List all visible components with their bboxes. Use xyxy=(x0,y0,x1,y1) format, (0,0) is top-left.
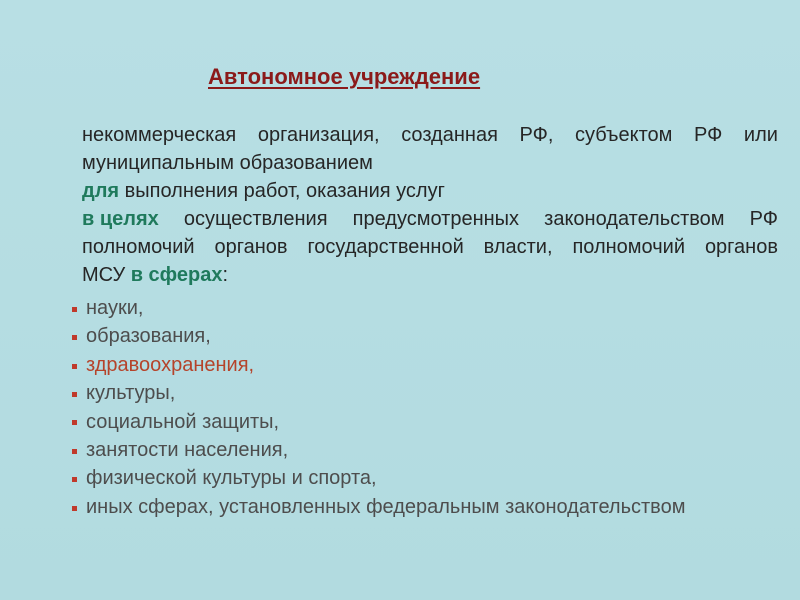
definition-text-segment: : xyxy=(222,264,229,286)
list-item xyxy=(72,379,685,407)
list-item xyxy=(72,436,685,464)
list-item-text: науки, xyxy=(86,297,144,319)
definition-word: органов xyxy=(214,236,288,258)
bullet-square-icon xyxy=(72,307,77,312)
definition-text-segment: МСУ xyxy=(82,264,131,286)
definition-word: власти, xyxy=(483,236,553,258)
list-item-text: социальной защиты, xyxy=(86,410,280,433)
definition-line-1 xyxy=(82,121,778,149)
definition-word: полномочий xyxy=(572,236,686,258)
definition-line-4 xyxy=(82,205,778,233)
definition-word: предусмотренных xyxy=(352,208,520,230)
definition-word: РФ xyxy=(749,208,778,230)
bullet-square-icon xyxy=(72,364,77,369)
list-item-text: иных сферах, установленных федеральным законодательством xyxy=(86,495,686,518)
definition-word: государственной xyxy=(307,236,464,258)
keyword-dlya: для xyxy=(82,180,120,202)
keyword-v-tselyakh: в целях xyxy=(82,208,159,230)
list-item-text: занятости населения, xyxy=(86,439,289,462)
definition-word: РФ xyxy=(694,124,723,146)
list-item xyxy=(72,294,685,322)
definition-word: созданная xyxy=(401,124,498,146)
bullet-square-icon xyxy=(72,420,77,425)
definition-line-5 xyxy=(82,233,778,261)
list-item xyxy=(72,351,685,379)
definition-text xyxy=(82,121,778,289)
keyword-v-sferakh: в сферах xyxy=(130,264,223,286)
definition-line-3 xyxy=(82,177,778,205)
definition-word: организация, xyxy=(257,124,380,146)
slide-title: Автономное учреждение xyxy=(208,64,481,89)
definition-word: некоммерческая xyxy=(82,124,237,146)
definition-word: органов xyxy=(704,236,778,258)
definition-word: осуществления xyxy=(183,208,328,230)
definition-word: законодательством xyxy=(544,208,725,230)
definition-line-6 xyxy=(82,261,778,289)
bullet-square-icon xyxy=(72,506,77,511)
list-item-text-highlighted: здравоохранения, xyxy=(86,353,255,376)
bullet-square-icon xyxy=(72,449,77,454)
spheres-list xyxy=(72,294,685,521)
list-item-text: образования, xyxy=(86,325,211,348)
definition-word: РФ, xyxy=(519,124,554,146)
list-item xyxy=(72,408,685,436)
bullet-square-icon xyxy=(72,335,77,340)
list-item xyxy=(72,464,685,492)
list-item-text: физической культуры и спорта, xyxy=(86,467,377,490)
definition-line-2: муниципальным образованием xyxy=(82,152,373,174)
list-item xyxy=(72,493,685,521)
definition-word: полномочий xyxy=(82,236,195,258)
definition-word: или xyxy=(743,124,778,146)
bullet-square-icon xyxy=(72,477,77,482)
list-item-text: культуры, xyxy=(86,382,176,405)
definition-word: субъектом xyxy=(574,124,673,146)
definition-text-segment: выполнения работ, оказания услуг xyxy=(119,180,445,202)
bullet-square-icon xyxy=(72,392,77,397)
list-item xyxy=(72,322,685,350)
